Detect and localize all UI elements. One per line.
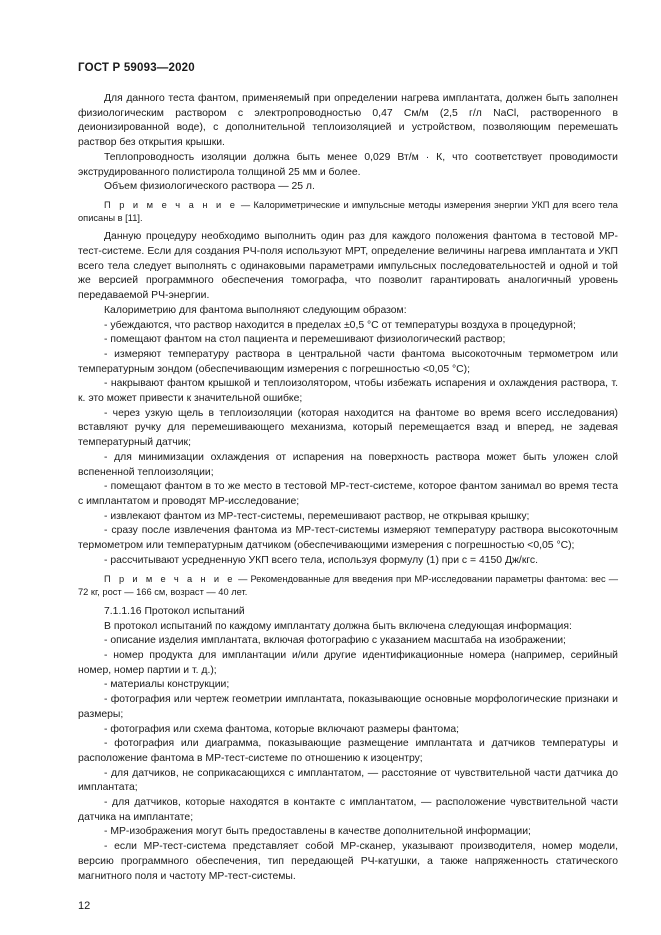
list-item: - фотография или чертеж геометрии имплантата, показывающие основные морфологические признаки и размеры;: [78, 694, 618, 720]
list-item: - материалы конструкции;: [104, 679, 230, 691]
list-item: - описание изделия имплантата, включая фотографию с указанием масштаба на изображении;: [104, 635, 566, 647]
page-number: 12: [78, 900, 91, 912]
list-item: - для датчиков, которые находятся в контакте с имплантатом, — расположение чувствительной части датчика на имплантате;: [78, 797, 618, 823]
list-item: - если МР-тест-система представляет собой МР-сканер, указывают производителя, номер модели, версию программного обеспечения, тип передающей РЧ-катушки, а также напряженность статического магнитного поля и частоту МР-тест-системы.: [78, 841, 618, 882]
note: [78, 573, 618, 599]
list-item: - накрывают фантом крышкой и теплоизолятором, чтобы избежать испарения и охлаждения раствора, т. к. это может привести к значительной ошибке;: [78, 378, 618, 405]
note-text: — Калориметрические и импульсные методы измерения энергии УКП для всего тела описаны в [11].: [78, 199, 618, 224]
section-heading: 7.1.1.16 Протокол испытаний: [104, 605, 245, 617]
list-item: - помещают фантом в то же место в тестовой МР-тест-системе, которое фантом занимал во время теста с имплантатом и проводят МР-исследование;: [78, 481, 618, 507]
note-label: П р и м е ч а н и е: [104, 573, 236, 584]
list-item: - помещают фантом на стол пациента и перемешивают физиологический раствор;: [104, 334, 506, 346]
list-item: - через узкую щель в теплоизоляции (которая находится на фантоме во время всего исследования) вставляют ручку для перемешивающего механизма, который перемещается взад и вперед, не задевая температурный датчик;: [78, 407, 618, 449]
list-item: - для датчиков, не соприкасающихся с имплантатом, — расстояние от чувствительной части датчика до имплантата;: [78, 767, 618, 794]
note: [78, 199, 618, 225]
paragraph: В протокол испытаний по каждому имплантату должна быть включена следующая информация:: [104, 620, 572, 632]
list-item: - фотография или диаграмма, показывающие размещение имплантата и датчиков температуры и расположение фантома в МР-тест-системе по отношению к изоцентру;: [78, 738, 618, 764]
paragraph: Объем физиологического раствора — 25 л.: [104, 181, 315, 193]
list-item: - убеждаются, что раствор находится в пределах ±0,5 °С от температуры воздуха в процедурной;: [104, 319, 576, 331]
list-item: - сразу после извлечения фантома из МР-тест-системы измеряют температуру раствора высокоточным термометром или температурным датчиком (обеспечивающими измерения с погрешностью <0,05 °С);: [78, 525, 618, 552]
list-item: - для минимизации охлаждения от испарения на поверхность раствора может быть уложен слой вспененной теплоизоляции;: [78, 451, 618, 478]
paragraph: Теплопроводность изоляции должна быть менее 0,029 Вт/м · К, что соответствует проводимости экструдированного полистирола толщиной 25 мм и более.: [78, 151, 618, 178]
paragraph: Калориметрию для фантома выполняют следующим образом:: [104, 304, 407, 316]
note-text: — Рекомендованные для введения при МР-исследовании параметры фантома: вес — 72 кг, рост — 166 см, возраст — 40 лет.: [78, 573, 618, 597]
list-item: - извлекают фантом из МР-тест-системы, перемешивают раствор, не открывая крышку;: [104, 510, 530, 522]
list-item: - фотография или схема фантома, которые включают размеры фантома;: [104, 723, 460, 735]
list-item: - рассчитывают усредненную УКП всего тела, используя формулу (1) при с = 4150 Дж/кгс.: [104, 554, 539, 566]
document-header: ГОСТ Р 59093—2020: [78, 62, 195, 74]
document-body: [78, 92, 618, 884]
note-label: П р и м е ч а н и е: [104, 199, 238, 210]
paragraph: Данную процедуру необходимо выполнить один раз для каждого положения фантома в тестовой МР-тест-системе. Если для создания РЧ-поля используют МРТ, определение величины нагрева имплантата и УКП всего тела следует выполнять с одинаковыми параметрами импульсных последовательностей и одной и той же версией программного обеспечения томографа, что позволит гарантировать аналогичный уровень передаваемой РЧ-энергии.: [78, 231, 618, 302]
list-item: - измеряют температуру раствора в центральной части фантома высокоточным термометром или температурным зондом (обеспечивающим измерения с погрешностью <0,05 °С);: [78, 348, 618, 375]
paragraph: Для данного теста фантом, применяемый при определении нагрева имплантата, должен быть заполнен физиологическим раствором с электропроводностью 0,47 См/м (2,5 г/л NaCl, растворенного в деионизированной воде), с дополнительной теплоизоляцией и устройством, позволяющим перемешать раствор без открытия крышки.: [78, 93, 618, 149]
list-item: - МР-изображения могут быть предоставлены в качестве дополнительной информации;: [104, 826, 531, 838]
list-item: - номер продукта для имплантации и/или другие идентификационные номера (например, серийный номер, номер партии и т. д.);: [78, 650, 618, 676]
